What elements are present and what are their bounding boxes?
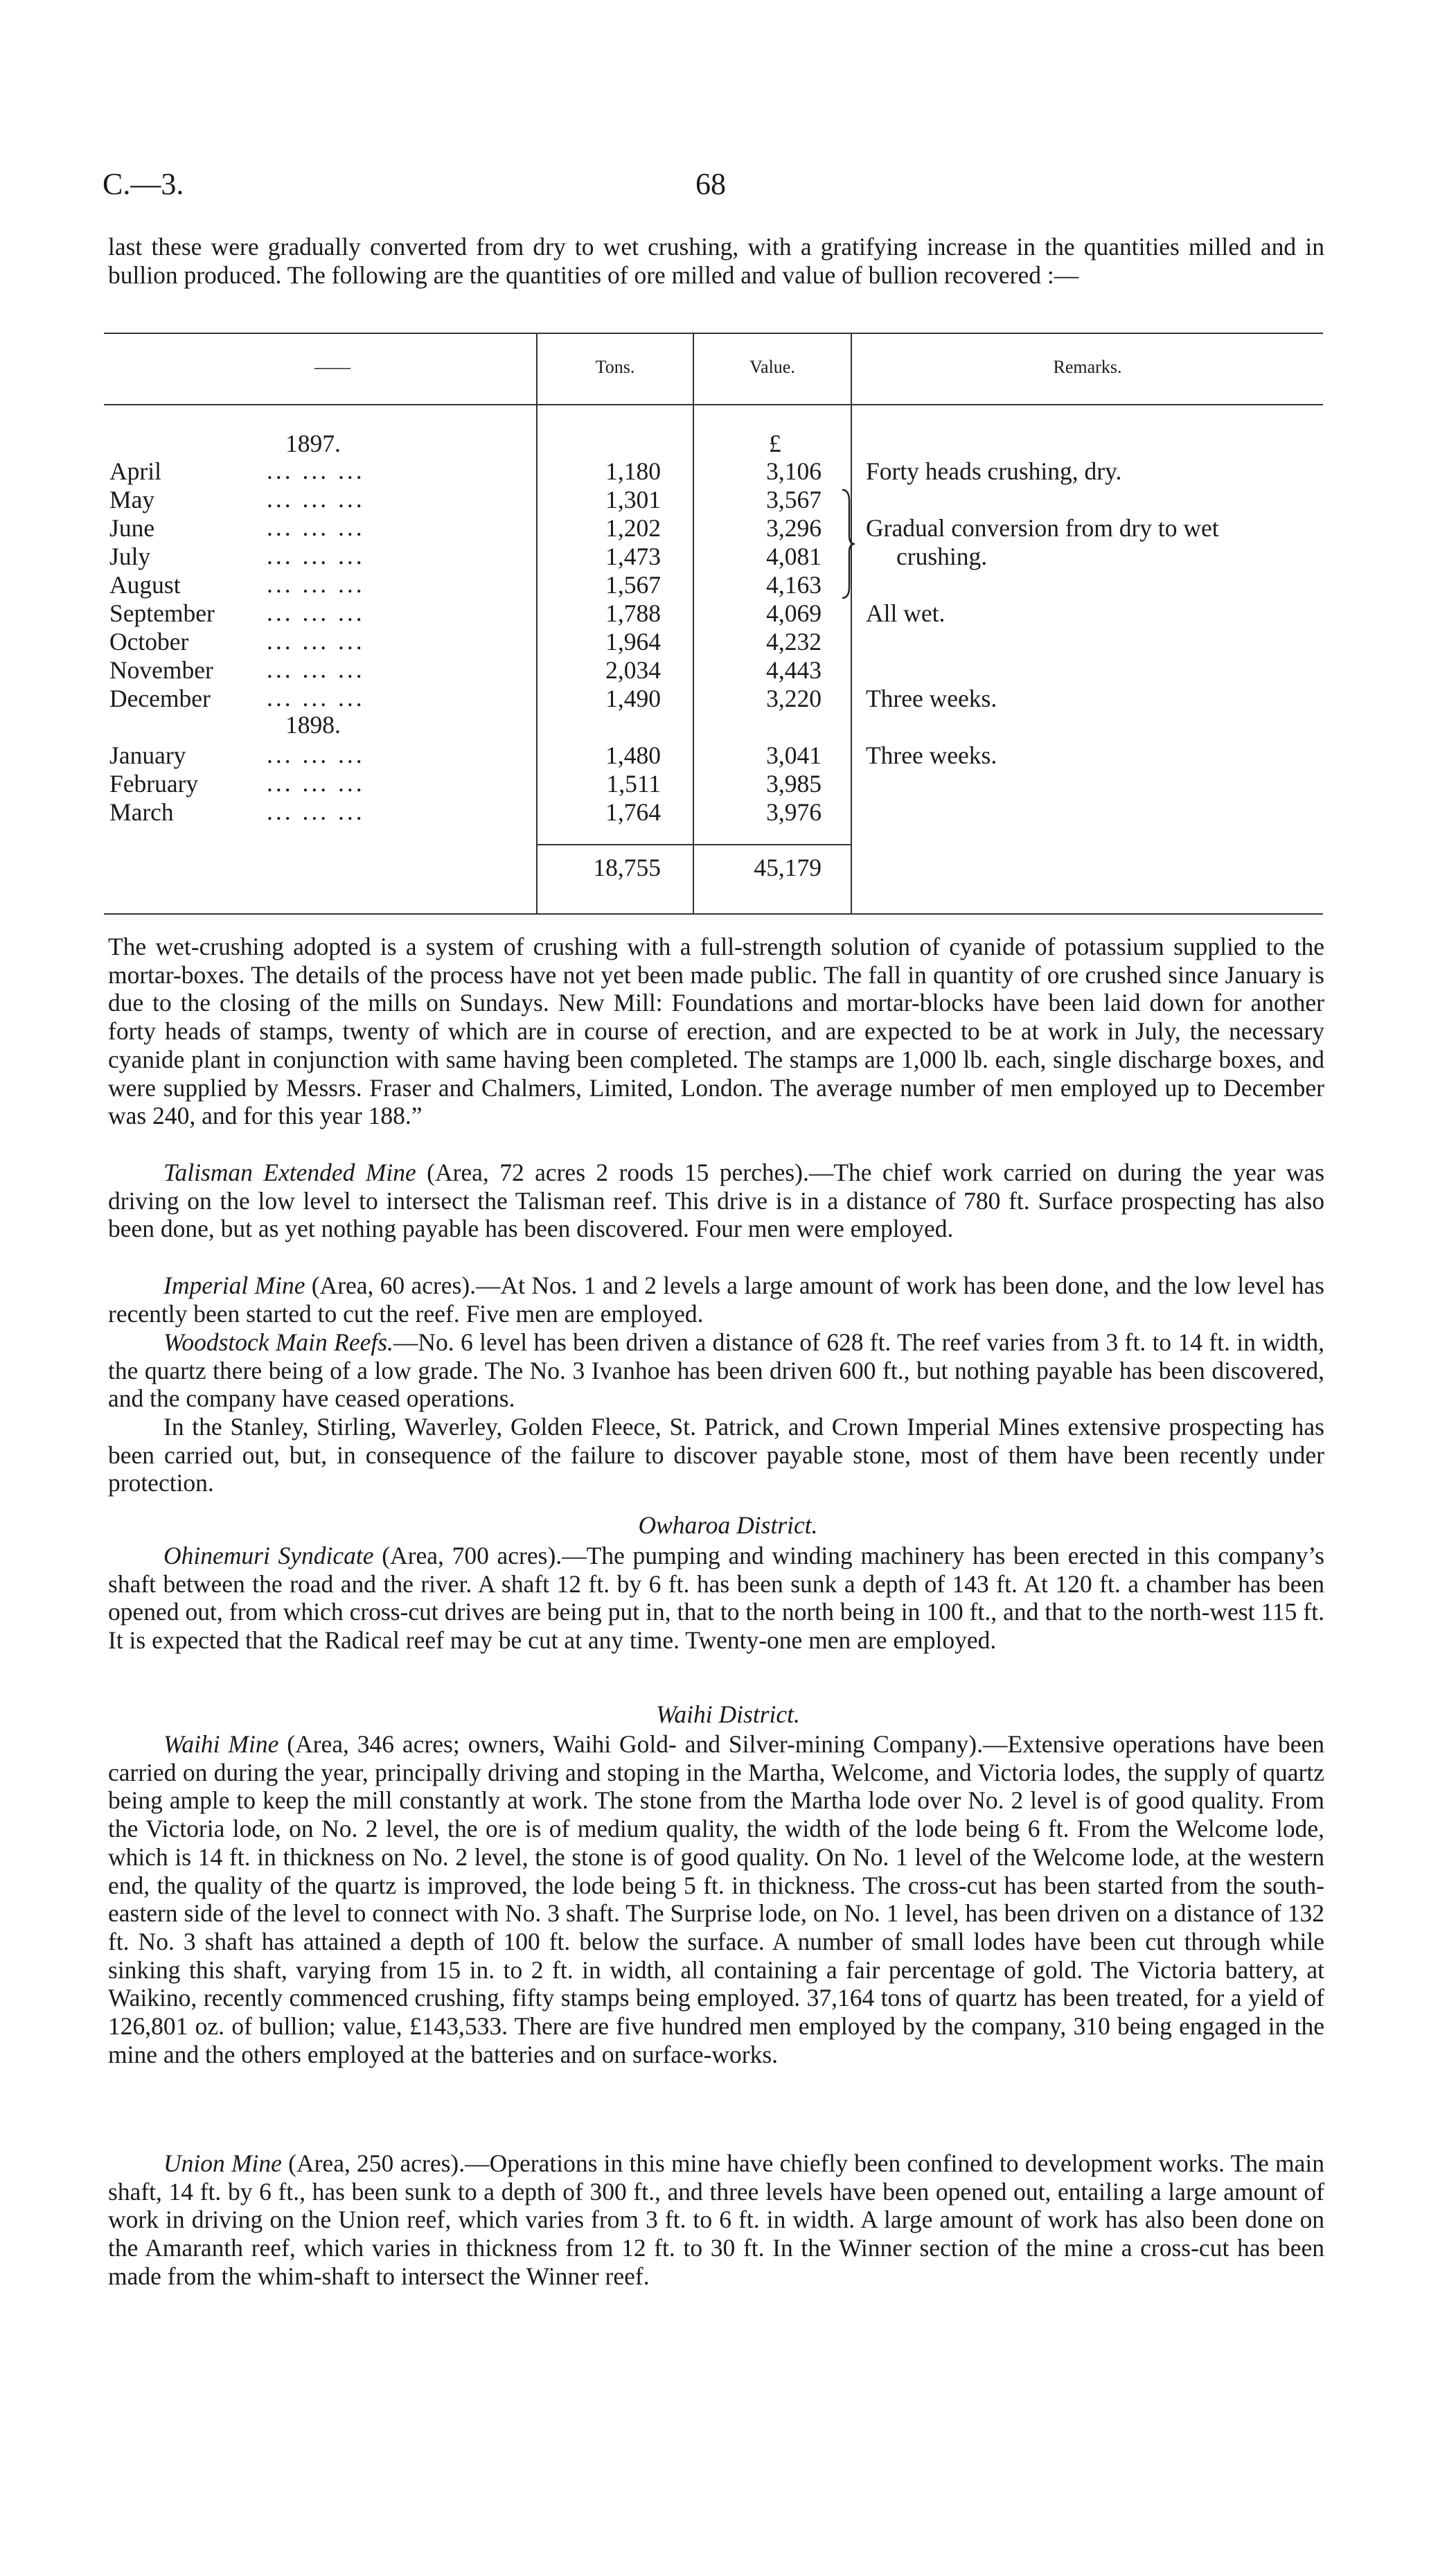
row-value: 3,296 [766, 514, 822, 542]
row-tons: 1,473 [605, 543, 661, 570]
leader-dots: ... ... ... [267, 655, 365, 683]
page-number: 68 [695, 167, 726, 201]
document-reference: C.—3. [103, 167, 184, 201]
waihi-text: (Area, 346 acres; owners, Waihi Gold- and Silver-mining Company).—Extensive operations have been carried on during the year, principally driving and stoping in the Martha, Welcome, and Victoria lodes, the supply of quartz being ample to keep the mill constantly at work. The stone from the Martha lode over No. 2 level is of good quality. From the Victoria lode, on No. 2 level, the ore is of medium quality, the width of the lode being 6 ft. From the Welcome lode, which is 14 ft. in thickness on No. 2 level, the stone is of good quality. On No. 1 level of the Welcome lode, at the western end, the quality of the quartz is improved, the lode being 5 ft. in thickness. The cross-cut has been started from the south-eastern side of the level to connect with No. 3 shaft. The Surprise lode, on No. 1 level, has been driven on a distance of 132 ft. No. 3 shaft has attained a depth of 100 ft. below the surface. A number of small lodes have been cut through while sinking this shaft, varying from 15 in. to 2 ft. in width, all containing a fair percentage of gold. The Victoria battery, at Waikino, recently commenced crushing, fifty stamps being employed. 37,164 tons of quartz has been treated, for a yield of 126,801 oz. of bullion; value, £143,533. There are five hundred men employed by the company, 310 being engaged in the mine and the others employed at the batteries and on surface-works. [108, 1730, 1325, 2068]
table-total-rule [536, 844, 852, 845]
table-bottom-rule [104, 913, 1323, 915]
ohinemuri-text: (Area, 700 acres).—The pumping and winding machinery has been erected in this company’s shaft between the road and the river. A shaft 12 ft. by 6 ft. has been sunk a depth of 143 ft. At 120 ft. a chamber has been opened out, from which cross-cut drives are being put in, that to the north being in 100 ft., and that to the north-west 115 ft. It is expected that the Radical reef may be cut at any time. Twenty-one men are employed. [108, 1542, 1324, 1655]
row-value: 3,220 [766, 685, 822, 712]
row-value: 4,069 [766, 599, 822, 627]
currency-symbol: £ [769, 430, 781, 457]
row-tons: 1,490 [605, 685, 661, 712]
intro-paragraph: last these were gradually converted from dry to wet crushing, with a gratifying increase in the quantities milled and in bullion produced. The following are the quantities of ore milled and value of bullion recovered :— [108, 233, 1324, 289]
leader-dots: ... ... ... [267, 542, 365, 570]
table-divider-3 [851, 333, 852, 915]
row-remark: crushing. [896, 543, 988, 570]
row-remark: All wet. [866, 599, 945, 627]
column-header-month: —— [314, 357, 350, 377]
row-tons: 2,034 [605, 656, 661, 684]
row-month: February [109, 770, 199, 798]
waihi-paragraph [108, 1730, 1324, 2068]
row-tons: 1,788 [605, 599, 661, 627]
row-value: 4,232 [766, 628, 822, 655]
column-header-remarks: Remarks. [1053, 357, 1122, 377]
row-month: March [109, 798, 174, 826]
row-month: November [109, 656, 213, 684]
waihi-title: Waihi Mine [163, 1730, 279, 1758]
row-remark: Three weeks. [866, 685, 997, 712]
leader-dots: ... ... ... [267, 599, 365, 626]
owharoa-heading: Owharoa District. [638, 1511, 818, 1539]
row-remark: Three weeks. [866, 741, 997, 769]
row-tons: 1,764 [605, 798, 661, 826]
talisman-text: (Area, 72 acres 2 roods 15 perches).—The chief work carried on during the year was driving on the low level to intersect the Talisman reef. This drive is in a distance of 780 ft. Surface prospecting has also been done, but as yet nothing payable has been discovered. Four men were employed. [108, 1159, 1325, 1243]
woodstock-paragraph [108, 1328, 1324, 1413]
row-value: 3,041 [766, 741, 822, 769]
talisman-paragraph [108, 1159, 1324, 1243]
imperial-title: Imperial Mine [163, 1271, 305, 1299]
column-header-tons: Tons. [595, 357, 635, 377]
union-paragraph [108, 2149, 1324, 2291]
waihi-heading: Waihi District. [656, 1700, 800, 1728]
row-remark: Gradual conversion from dry to wet [866, 514, 1219, 542]
row-month: September [109, 599, 215, 627]
ohinemuri-paragraph [108, 1542, 1324, 1655]
row-value: 4,081 [766, 543, 822, 570]
table-header-rule [104, 404, 1323, 405]
woodstock-text: —No. 6 level has been driven a distance of 628 ft. The reef varies from 3 ft. to 14 ft. in width, the quartz there being of a low grade. The No. 3 Ivanhoe has been driven 600 ft., but nothing payable has been discovered, and the company have ceased operations. [108, 1328, 1324, 1413]
leader-dots: ... ... ... [267, 513, 365, 541]
row-tons: 1,180 [605, 457, 661, 485]
row-month: June [109, 514, 155, 542]
row-month: January [109, 741, 186, 769]
ohinemuri-title: Ohinemuri Syndicate [163, 1542, 374, 1569]
row-month: April [109, 457, 161, 485]
column-header-value: Value. [749, 357, 795, 377]
brace-bracket [841, 487, 858, 601]
row-remark: Forty heads crushing, dry. [866, 457, 1122, 485]
year-label-1897: 1897. [285, 430, 341, 457]
leader-dots: ... ... ... [267, 684, 365, 712]
row-month: July [109, 543, 151, 570]
row-tons: 1,202 [605, 514, 661, 542]
row-value: 4,163 [766, 571, 822, 599]
row-value: 4,443 [766, 656, 822, 684]
leader-dots: ... ... ... [267, 627, 365, 655]
imperial-paragraph [108, 1271, 1324, 1328]
row-month: October [109, 628, 189, 655]
row-value: 3,106 [766, 457, 822, 485]
leader-dots: ... ... ... [267, 570, 365, 598]
row-tons: 1,480 [605, 741, 661, 769]
row-month: December [109, 685, 211, 712]
row-tons: 1,964 [605, 628, 661, 655]
leader-dots: ... ... ... [267, 769, 365, 797]
wet-crushing-paragraph: The wet-crushing adopted is a system of crushing with a full-strength solution of cyanide of potassium supplied to the mortar-boxes. The details of the process have not yet been made public. The fall in quantity of ore crushed since January is due to the closing of the mills on Sundays. New Mill: Foundations and mortar-blocks have been laid down for another forty heads of stamps, twenty of which are in course of erection, and are expected to be at work in July, the necessary cyanide plant in conjunction with same having been completed. The stamps are 1,000 lb. each, single discharge boxes, and were supplied by Messrs. Fraser and Chalmers, Limited, London. The average number of men employed up to December was 240, and for this year 188.” [108, 933, 1324, 1130]
row-value: 3,985 [766, 770, 822, 798]
row-value: 3,567 [766, 486, 822, 513]
leader-dots: ... ... ... [267, 798, 365, 825]
woodstock-title: Woodstock Main Reefs. [163, 1328, 393, 1356]
total-tons: 18,755 [593, 854, 661, 881]
stanley-paragraph: In the Stanley, Stirling, Waverley, Golden Fleece, St. Patrick, and Crown Imperial Mines extensive prospecting has been carried out, but, in consequence of the failure to discover payable stone, most of them have been recently under protection. [108, 1413, 1324, 1497]
row-month: August [109, 571, 181, 599]
leader-dots: ... ... ... [267, 741, 365, 768]
leader-dots: ... ... ... [267, 485, 365, 513]
talisman-title: Talisman Extended Mine [163, 1159, 416, 1186]
year-label-1898: 1898. [285, 711, 341, 739]
row-tons: 1,567 [605, 571, 661, 599]
union-title: Union Mine [163, 2149, 282, 2177]
leader-dots: ... ... ... [267, 457, 365, 484]
row-month: May [109, 486, 155, 513]
row-value: 3,976 [766, 798, 822, 826]
total-value: 45,179 [754, 854, 822, 881]
row-tons: 1,511 [606, 770, 661, 798]
imperial-text: (Area, 60 acres).—At Nos. 1 and 2 levels a large amount of work has been done, and the low level has recently been started to cut the reef. Five men are employed. [108, 1271, 1324, 1328]
union-text: (Area, 250 acres).—Operations in this mine have chiefly been confined to development works. The main shaft, 14 ft. by 6 ft., has been sunk to a depth of 300 ft., and three levels have been opened out, entailing a large amount of work in driving on the Union reef, which varies from 3 ft. to 6 ft. in width. A large amount of work has also been done on the Amaranth reef, which varies in thickness from 12 ft. to 30 ft. In the Winner section of the mine a cross-cut has been made from the whim-shaft to intersect the Winner reef. [108, 2149, 1324, 2290]
table-top-rule [104, 333, 1323, 334]
row-tons: 1,301 [605, 486, 661, 513]
